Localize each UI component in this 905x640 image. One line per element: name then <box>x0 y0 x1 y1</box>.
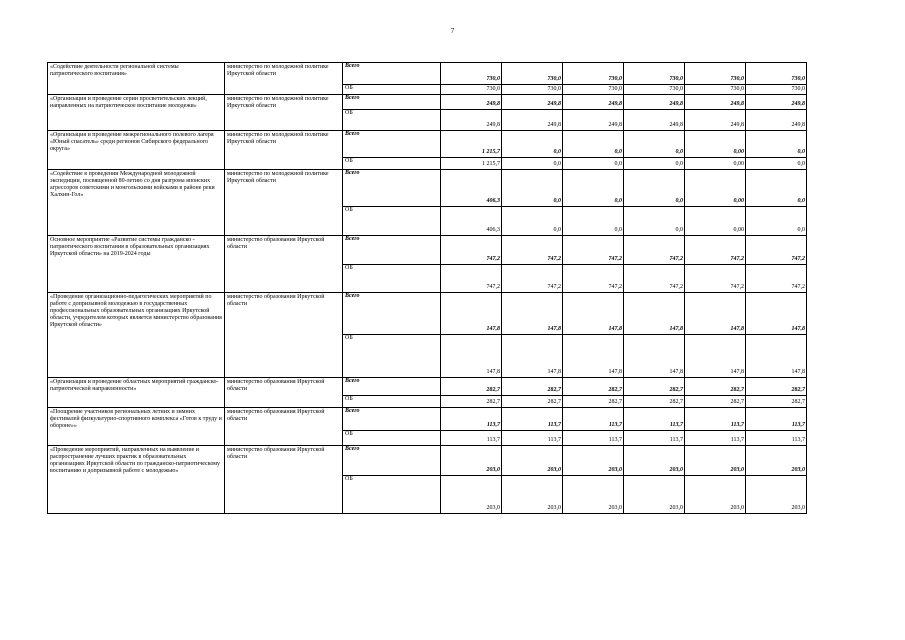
total-value-cell: 0,00 <box>685 131 746 158</box>
total-value-cell: 249,8 <box>563 95 624 110</box>
funding-type-ob: ОБ <box>343 431 441 446</box>
total-value-cell: 747,2 <box>502 236 563 265</box>
funding-type-total: Всего <box>343 95 441 110</box>
ob-value-cell: 0,0 <box>563 207 624 236</box>
ob-value-cell: 0,0 <box>746 158 807 170</box>
total-value-cell: 0,0 <box>502 131 563 158</box>
ob-value-cell: 113,7 <box>441 431 502 446</box>
activity-name: «Проведение мероприятий, направленных на выявление и распространение лучших практик в образовательных организациях Иркутской области по гражданско-патриотическому воспитанию и допризывной работе с молодежью» <box>48 446 225 514</box>
executor-name: министерство образования Иркутской области <box>225 293 343 378</box>
total-value-cell: 747,2 <box>624 236 685 265</box>
executor-name: министерство образования Иркутской области <box>225 408 343 446</box>
table-row <box>48 131 807 158</box>
total-value-cell: 113,7 <box>441 408 502 431</box>
funding-type-total: Всего <box>343 236 441 265</box>
ob-value-cell: 747,2 <box>502 265 563 293</box>
ob-value-cell: 730,0 <box>502 85 563 95</box>
total-value-cell: 730,0 <box>502 63 563 85</box>
ob-value-cell: 1 215,7 <box>441 158 502 170</box>
funding-type-total: Всего <box>343 63 441 85</box>
ob-value-cell: 0,0 <box>502 207 563 236</box>
ob-value-cell: 730,0 <box>624 85 685 95</box>
ob-value-cell: 113,7 <box>563 431 624 446</box>
funding-type-ob: ОБ <box>343 85 441 95</box>
funding-type-ob: ОБ <box>343 265 441 293</box>
ob-value-cell: 0,00 <box>685 158 746 170</box>
ob-value-cell: 249,8 <box>502 110 563 131</box>
funding-type-ob: ОБ <box>343 110 441 131</box>
total-value-cell: 282,7 <box>563 378 624 396</box>
total-value-cell: 282,7 <box>746 378 807 396</box>
ob-value-cell: 0,0 <box>502 158 563 170</box>
total-value-cell: 147,8 <box>746 293 807 335</box>
total-value-cell: 0,0 <box>624 131 685 158</box>
total-value-cell: 203,0 <box>563 446 624 476</box>
total-value-cell: 147,8 <box>685 293 746 335</box>
total-value-cell: 730,0 <box>685 63 746 85</box>
total-value-cell: 747,2 <box>441 236 502 265</box>
total-value-cell: 282,7 <box>441 378 502 396</box>
ob-value-cell: 282,7 <box>563 396 624 408</box>
ob-value-cell: 113,7 <box>624 431 685 446</box>
funding-type-total: Всего <box>343 131 441 158</box>
activity-name: «Поощрение участников региональных летних и зимних фестивалей физкультурно-спортивного комплекса «Готов к труду и обороне»» <box>48 408 225 446</box>
activity-name: «Проведение организационно-педагогических мероприятий по работе с допризывной молодежью в государственных профессиональных образовательных организациях Иркутской области, учредителем которых является министерство образования Иркутской области» <box>48 293 225 378</box>
ob-value-cell: 249,8 <box>685 110 746 131</box>
ob-value-cell: 730,0 <box>685 85 746 95</box>
total-value-cell: 249,8 <box>502 95 563 110</box>
ob-value-cell: 747,2 <box>563 265 624 293</box>
funding-type-ob: ОБ <box>343 207 441 236</box>
table-row <box>48 236 807 265</box>
ob-value-cell: 282,7 <box>685 396 746 408</box>
table-row <box>48 95 807 110</box>
page-number: 7 <box>450 27 455 35</box>
total-value-cell: 203,0 <box>441 446 502 476</box>
total-value-cell: 747,2 <box>563 236 624 265</box>
ob-value-cell: 282,7 <box>624 396 685 408</box>
funding-type-ob: ОБ <box>343 335 441 378</box>
ob-value-cell: 747,2 <box>685 265 746 293</box>
total-value-cell: 730,0 <box>563 63 624 85</box>
total-value-cell: 203,0 <box>746 446 807 476</box>
ob-value-cell: 249,8 <box>746 110 807 131</box>
activity-name: «Содействие в проведении Международной молодежной экспедиции, посвященной 80-летию со дня разгрома японских агрессоров советскими и монгольскими войсками в районе реки Халхин-Гол» <box>48 170 225 236</box>
executor-name: министерство по молодежной политике Иркутской области <box>225 131 343 170</box>
total-value-cell: 282,7 <box>624 378 685 396</box>
total-value-cell: 249,8 <box>441 95 502 110</box>
ob-value-cell: 147,8 <box>624 335 685 378</box>
table-row <box>48 378 807 396</box>
activity-name: «Организация и проведение межрегионального полевого лагеря «Юный спасатель» среди регионов Сибирского федерального округа» <box>48 131 225 170</box>
total-value-cell: 113,7 <box>685 408 746 431</box>
total-value-cell: 0,0 <box>563 170 624 207</box>
ob-value-cell: 147,8 <box>441 335 502 378</box>
ob-value-cell: 0,0 <box>563 158 624 170</box>
total-value-cell: 282,7 <box>502 378 563 396</box>
total-value-cell: 249,8 <box>685 95 746 110</box>
funding-type-total: Всего <box>343 446 441 476</box>
total-value-cell: 0,0 <box>624 170 685 207</box>
ob-value-cell: 0,0 <box>624 158 685 170</box>
ob-value-cell: 730,0 <box>441 85 502 95</box>
total-value-cell: 747,2 <box>685 236 746 265</box>
total-value-cell: 1 215,7 <box>441 131 502 158</box>
total-value-cell: 0,00 <box>685 170 746 207</box>
ob-value-cell: 203,0 <box>441 476 502 514</box>
ob-value-cell: 0,0 <box>624 207 685 236</box>
total-value-cell: 203,0 <box>502 446 563 476</box>
ob-value-cell: 730,0 <box>563 85 624 95</box>
table-row <box>48 293 807 335</box>
total-value-cell: 147,8 <box>563 293 624 335</box>
activity-name: «Содействие деятельности региональной системы патриотического воспитания» <box>48 63 225 95</box>
table-row <box>48 446 807 476</box>
ob-value-cell: 113,7 <box>502 431 563 446</box>
ob-value-cell: 747,2 <box>441 265 502 293</box>
total-value-cell: 0,0 <box>563 131 624 158</box>
ob-value-cell: 747,2 <box>624 265 685 293</box>
total-value-cell: 113,7 <box>624 408 685 431</box>
table-row <box>48 170 807 207</box>
ob-value-cell: 249,8 <box>624 110 685 131</box>
funding-type-ob: ОБ <box>343 158 441 170</box>
ob-value-cell: 282,7 <box>441 396 502 408</box>
ob-value-cell: 0,00 <box>685 207 746 236</box>
budget-table <box>47 62 807 514</box>
ob-value-cell: 203,0 <box>502 476 563 514</box>
executor-name: министерство образования Иркутской области <box>225 378 343 408</box>
total-value-cell: 249,8 <box>746 95 807 110</box>
activity-name: «Организация и проведение областных мероприятий гражданско-патриотической направленности» <box>48 378 225 408</box>
ob-value-cell: 249,8 <box>441 110 502 131</box>
ob-value-cell: 203,0 <box>685 476 746 514</box>
total-value-cell: 147,8 <box>624 293 685 335</box>
executor-name: министерство по молодежной политике Иркутской области <box>225 95 343 131</box>
activity-name: «Организация и проведение серии просветительских лекций, направленных на патриотическое воспитание молодежи» <box>48 95 225 131</box>
ob-value-cell: 203,0 <box>746 476 807 514</box>
ob-value-cell: 282,7 <box>502 396 563 408</box>
ob-value-cell: 203,0 <box>563 476 624 514</box>
activity-name: Основное мероприятие «Развитие системы гражданско - патриотического воспитания в образовательных организациях Иркутской области» на 2019-2024 годы <box>48 236 225 293</box>
ob-value-cell: 147,8 <box>563 335 624 378</box>
table-row <box>48 408 807 431</box>
ob-value-cell: 147,8 <box>746 335 807 378</box>
total-value-cell: 113,7 <box>563 408 624 431</box>
executor-name: министерство по молодежной политике Иркутской области <box>225 63 343 95</box>
total-value-cell: 406,3 <box>441 170 502 207</box>
funding-type-total: Всего <box>343 293 441 335</box>
ob-value-cell: 147,8 <box>502 335 563 378</box>
total-value-cell: 730,0 <box>441 63 502 85</box>
ob-value-cell: 406,3 <box>441 207 502 236</box>
total-value-cell: 730,0 <box>746 63 807 85</box>
total-value-cell: 249,8 <box>624 95 685 110</box>
total-value-cell: 203,0 <box>685 446 746 476</box>
funding-type-ob: ОБ <box>343 396 441 408</box>
ob-value-cell: 0,0 <box>746 207 807 236</box>
ob-value-cell: 113,7 <box>685 431 746 446</box>
table-row <box>48 63 807 85</box>
ob-value-cell: 113,7 <box>746 431 807 446</box>
funding-type-total: Всего <box>343 378 441 396</box>
table-body <box>48 63 807 514</box>
funding-type-total: Всего <box>343 170 441 207</box>
ob-value-cell: 203,0 <box>624 476 685 514</box>
ob-value-cell: 747,2 <box>746 265 807 293</box>
funding-type-ob: ОБ <box>343 476 441 514</box>
total-value-cell: 113,7 <box>746 408 807 431</box>
total-value-cell: 747,2 <box>746 236 807 265</box>
total-value-cell: 0,0 <box>502 170 563 207</box>
total-value-cell: 0,0 <box>746 131 807 158</box>
total-value-cell: 147,8 <box>502 293 563 335</box>
total-value-cell: 0,0 <box>746 170 807 207</box>
total-value-cell: 730,0 <box>624 63 685 85</box>
executor-name: министерство по молодежной политике Иркутской области <box>225 170 343 236</box>
total-value-cell: 113,7 <box>502 408 563 431</box>
executor-name: министерство образования Иркутской области <box>225 236 343 293</box>
total-value-cell: 147,8 <box>441 293 502 335</box>
ob-value-cell: 147,8 <box>685 335 746 378</box>
ob-value-cell: 249,8 <box>563 110 624 131</box>
funding-type-total: Всего <box>343 408 441 431</box>
executor-name: министерство образования Иркутской области <box>225 446 343 514</box>
ob-value-cell: 282,7 <box>746 396 807 408</box>
total-value-cell: 282,7 <box>685 378 746 396</box>
ob-value-cell: 730,0 <box>746 85 807 95</box>
total-value-cell: 203,0 <box>624 446 685 476</box>
